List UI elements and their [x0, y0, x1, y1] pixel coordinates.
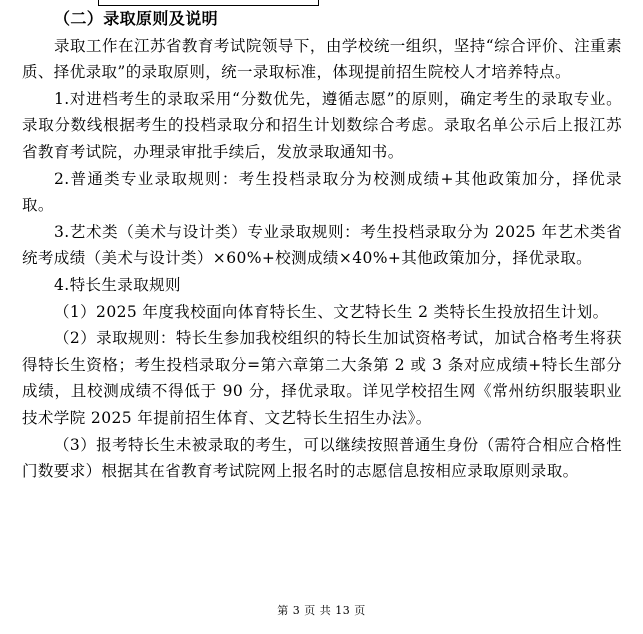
- paragraph-rule-3: 3.艺术类（美术与设计类）专业录取规则：考生投档录取分为 2025 年艺术类省统考成绩（美术与设计类）×60%+校测成绩×40%+其他政策加分，择优录取。: [22, 222, 622, 268]
- paragraph-rule-4-2: （2）录取规则：特长生参加我校组织的特长生加试资格考试，加试合格考生将获得特长生资格；考生投档录取分=第六章第二大条第 2 或 3 条对应成绩+特长生部分成绩，且校测成绩不得低于 90 分，择优录取。详见学校招生网《常州纺织服装职业技术学院 2025 年提前招生体育、文艺特长生招生办法》。: [22, 329, 622, 427]
- page-number: 第 3 页 共 13 页: [277, 604, 366, 617]
- paragraph-rule-4-3: （3）报考特长生未被录取的考生，可以继续按照普通生身份（需符合相应合格性门数要求）根据其在省教育考试院网上报名时的志愿信息按相应录取原则录取。: [22, 435, 622, 481]
- document-body: [22, 6, 622, 485]
- paragraph-rule-2: 2.普通类专业录取规则：考生投档录取分为校测成绩+其他政策加分，择优录取。: [22, 169, 622, 215]
- paragraph-rule-1: 1.对进档考生的录取采用“分数优先，遵循志愿”的原则，确定考生的录取专业。录取分数线根据考生的投档录取分和招生计划数综合考虑。录取名单公示后上报江苏省教育考试院，办理录审批手续后，发放录取通知书。: [22, 89, 622, 161]
- section-heading: （二）录取原则及说明: [54, 9, 219, 28]
- paragraph-intro: 录取工作在江苏省教育考试院领导下，由学校统一组织，坚持“综合评价、注重素质、择优录取”的录取原则，统一录取标准，体现提前招生院校人才培养特点。: [22, 36, 622, 82]
- paragraph-rule-4: 4.特长生录取规则: [54, 275, 181, 294]
- paragraph-rule-4-1: （1）2025 年度我校面向体育特长生、文艺特长生 2 类特长生投放招生计划。: [54, 302, 609, 321]
